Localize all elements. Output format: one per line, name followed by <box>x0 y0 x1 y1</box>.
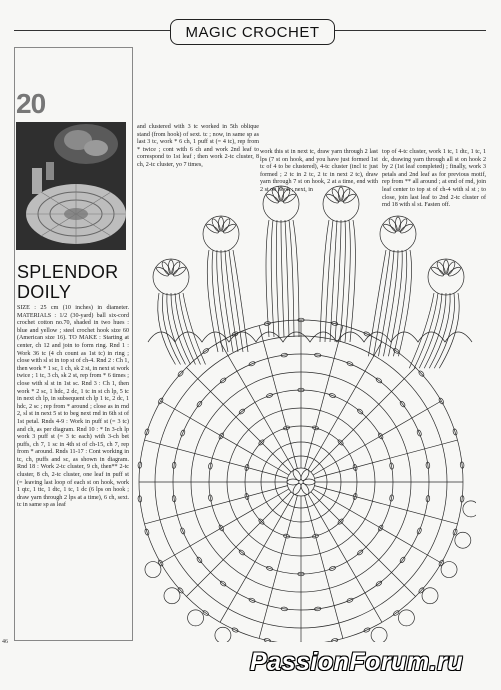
header-banner <box>170 19 335 45</box>
crochet-diagram-svg <box>136 172 476 642</box>
pattern-number: 20 <box>16 88 46 119</box>
instructions-column-2: work this st in next tc, draw yarn through 2 last lps (7 st on hook, and you have just formed 1st tc of 4 to be clustered), 4-tc cluster (incl tc just formed ; 2 tc in 2 tc, 2 tc in next 2 tc), draw yarn through 7 st on hook, 2 at a time, end with 2 st on hook ; next, in <box>260 149 378 193</box>
page-number: 46 <box>2 639 8 645</box>
doily-photo <box>16 122 126 250</box>
doily-title-line1: SPLENDOR <box>17 262 119 282</box>
magazine-title: MAGIC CROCHET <box>185 23 320 41</box>
watermark: PassionForum.ru <box>250 648 464 676</box>
instructions-column-1: and clustered with 3 tc worked in 5th oblique stand (from hook) of sext. tc ; now, in same sp as last 3 tc, work * 6 ch, 1 puff st (= 4 tc), rep from * twice ; cont with 6 ch and work 2nd leaf to correspond to 1st leaf ; then work 2-tc cluster, 8 ch, 2-tc cluster, yo 7 times, <box>137 124 259 168</box>
instructions-left-column: SIZE : 25 cm (10 inches) in diameter. MATERIALS : 1/2 (30-yard) ball six-cord crochet cotton no.70, shaded in two hues : blue and yellow ; steel crochet hook size 60 (American size 16). TO MAKE : Starting at center, ch 12 and join to form ring. Rnd 1 : Work 36 tc (4 ch count as 1st tc) in ring ; close with sl st in top st of ch-4. Rnd 2 : Ch 1, then work * 1 sc, 1 ch, sk 2 st, in next st work twice ; 1 tc, 3 ch, sk 2 st, rep from * 6 times ; close with sl st in 1st sc. Rnd 3 : Ch 1, then work * 2 sc, 1 hdc, 2 dc, 1 tc in st ch lp, 5 tc in next ch lp, in subsequent ch lp 1 tc, 2 dc, 1 hdc, 2 sc ; rep from * around ; close as in rnd 2, sl st in next 5 st to beg next rnd in 6th st of 1st petal. Rnds 4-9 : Work in puff st (= 3 tc) and ch, as per diagram. Rnd 10 : * In 3-ch lp work 3 puff st (= 3 tc each) with 3-ch bet puffs, ch 7, 1 sc in 4th st of ch-15, ch 7, rep from * around. Rnds 11-17 : Cont working in tc, ch, puffs and sc, as shown in diagram. Rnd 18 : Work 2-tc cluster, 9 ch, then** 2-tc cluster, 8 ch, 2-tc cluster, one leaf in puff st (= leaving last loop of each st on hook, work 1 qtc, 1 ttc, 1 dtc, 1 tc, 1 dc (6 lps on hook ; draw yarn through 2 lps at a time), 6 ch, sext. tc in same sp as leaf <box>17 305 129 509</box>
instructions-column-3: top of 4-tc cluster, work 1 tc, 1 dtc, 1 tc, 1 dc, drawing yarn through all st on hook 2 by 2 (1st leaf completed) ; finally, work 3 petals and 2nd leaf as for previous motif, rep from ** all around ; at end of rnd, join leaf center to top st of ch-4 with sl st ; to close, join last leaf to 2nd 2-tc cluster of rnd 18 with sl st. Fasten off. <box>382 149 486 209</box>
doily-title-line2: DOILY <box>17 282 72 302</box>
crochet-diagram <box>136 172 476 642</box>
doily-title <box>17 262 118 302</box>
doily-photo-illustration <box>16 122 126 250</box>
